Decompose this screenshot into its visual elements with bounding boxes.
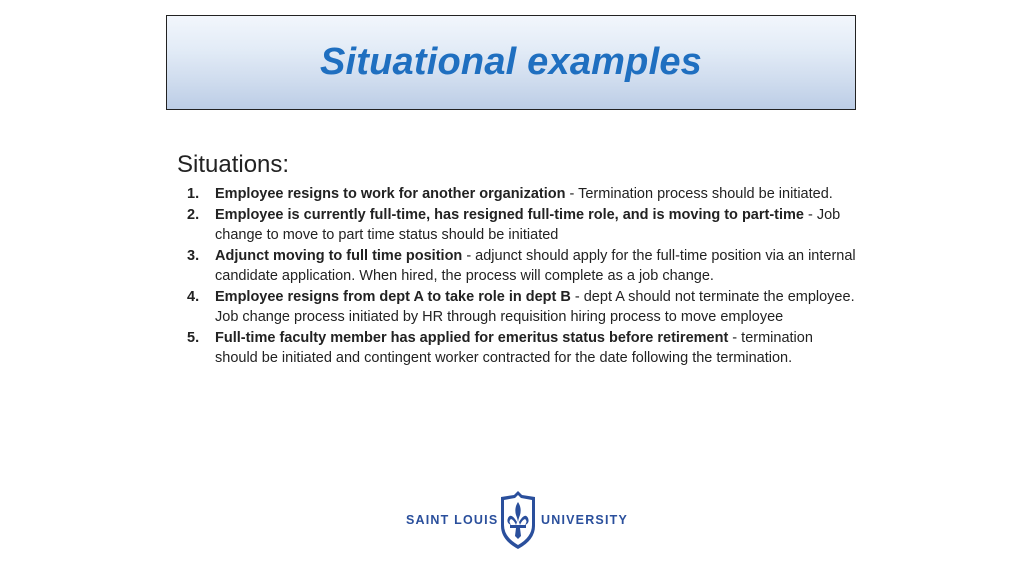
item-description: - termination should be initiated and contingent worker contracted for the date following the termination.: [215, 329, 813, 366]
item-title: Employee resigns from dept A to take role in dept B: [215, 288, 571, 305]
item-number: 1.: [187, 186, 200, 202]
situations-list: [177, 184, 857, 369]
item-description: - adjunct should apply for the full-time position via an internal candidate application. When hired, the process will complete as a job change.: [215, 247, 856, 284]
slide-title: Situational examples: [319, 41, 702, 83]
university-logo: [406, 490, 630, 552]
slide-content: [177, 150, 857, 369]
situations-heading: Situations:: [177, 151, 290, 178]
logo-text-left: SAINT LOUIS: [406, 513, 499, 527]
title-banner: [166, 15, 856, 110]
item-description: - dept A should not terminate the employee. Job change process initiated by HR through requisition hiring process to move employee: [215, 288, 855, 325]
item-title: Adjunct moving to full time position: [215, 247, 463, 264]
item-description: - Job change to move to part time status should be initiated: [215, 206, 841, 243]
item-title: Employee resigns to work for another organization: [215, 186, 566, 202]
item-number: 4.: [187, 288, 200, 305]
list-item: [177, 328, 857, 369]
item-description: - Termination process should be initiated.: [565, 186, 833, 202]
logo-text-right: UNIVERSITY: [541, 513, 629, 527]
list-item: [177, 287, 857, 328]
item-number: 2.: [187, 206, 200, 223]
list-item: [177, 205, 857, 246]
item-title: Employee is currently full-time, has resigned full-time role, and is moving to part-time: [215, 206, 804, 223]
fleur-de-lis-shield-icon: [499, 490, 537, 550]
item-number: 3.: [187, 247, 200, 264]
item-title: Full-time faculty member has applied for emeritus status before retirement: [215, 329, 729, 346]
list-item: [177, 246, 857, 287]
item-number: 5.: [187, 329, 200, 346]
list-item: [177, 184, 857, 205]
